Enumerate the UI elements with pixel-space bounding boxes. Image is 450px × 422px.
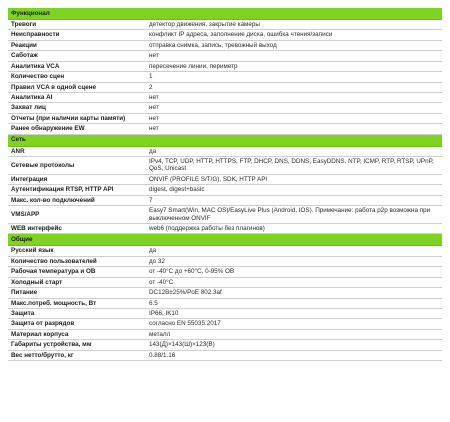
spec-value: 7 <box>146 195 442 205</box>
spec-key: Ранее обнаружение EW <box>8 124 146 134</box>
spec-value: пересечение линии, периметр <box>146 61 442 71</box>
spec-row <box>8 146 442 156</box>
spec-key: Тревоги <box>8 20 146 30</box>
spec-row <box>8 72 442 82</box>
spec-key: Защита от разрядов <box>8 319 146 329</box>
spec-row <box>8 20 442 30</box>
section-header <box>8 134 442 146</box>
spec-key: Холодный старт <box>8 277 146 287</box>
spec-key: Макс. кол-во подключений <box>8 195 146 205</box>
spec-value: конфликт IP адреса, заполнение диска, ошибка чтения/записи <box>146 30 442 40</box>
section-header <box>8 8 442 20</box>
spec-key: Защита <box>8 308 146 318</box>
spec-key: Рабочая температура и ОВ <box>8 267 146 277</box>
spec-row <box>8 113 442 123</box>
spec-value: DC12В±25%/PoE 802.3af <box>146 288 442 298</box>
spec-value: нет <box>146 92 442 102</box>
spec-key: Аутентификация RTSP, HTTP API <box>8 185 146 195</box>
spec-row <box>8 51 442 61</box>
spec-value: 143(Д)×143(Ш)×123(В) <box>146 340 442 350</box>
spec-value: отправка снимка, запись, тревожный выход <box>146 40 442 50</box>
spec-key: ANR <box>8 146 146 156</box>
section-header <box>8 234 442 246</box>
spec-value: металл <box>146 329 442 339</box>
spec-value: нет <box>146 51 442 61</box>
spec-value: web6 (поддержка работы без плагинов) <box>146 224 442 234</box>
spec-key: WEB интерфейс <box>8 224 146 234</box>
spec-value: детектор движения, закрытие камеры <box>146 20 442 30</box>
spec-key: Русский язык <box>8 246 146 256</box>
spec-row <box>8 174 442 184</box>
spec-value: от -40°С <box>146 277 442 287</box>
spec-row <box>8 30 442 40</box>
spec-key: Захват лиц <box>8 103 146 113</box>
spec-value: digest, digest+basic <box>146 185 442 195</box>
spec-key: Вес нетто/брутто, кг <box>8 350 146 360</box>
spec-row <box>8 92 442 102</box>
section-title: Общие <box>8 234 442 246</box>
spec-value: IP66, IK10 <box>146 308 442 318</box>
spec-key: Количество пользователей <box>8 256 146 266</box>
spec-row <box>8 340 442 350</box>
spec-row <box>8 40 442 50</box>
spec-value: ONVIF (PROFILE S/T/G), SDK, HTTP API <box>146 174 442 184</box>
spec-key: Аналитика AI <box>8 92 146 102</box>
spec-value: да <box>146 246 442 256</box>
spec-key: Питание <box>8 288 146 298</box>
spec-row <box>8 124 442 134</box>
spec-sheet <box>8 8 442 361</box>
spec-value: 6.5 <box>146 298 442 308</box>
spec-row <box>8 277 442 287</box>
spec-key: Реакции <box>8 40 146 50</box>
spec-table <box>8 8 442 361</box>
spec-value: нет <box>146 113 442 123</box>
spec-value: до 32 <box>146 256 442 266</box>
spec-row <box>8 185 442 195</box>
spec-row <box>8 195 442 205</box>
spec-value: от -40°С до +60°С, 0-95% ОВ <box>146 267 442 277</box>
spec-table-body <box>8 8 442 361</box>
spec-key: Количество сцен <box>8 72 146 82</box>
spec-row <box>8 350 442 360</box>
spec-key: Материал корпуса <box>8 329 146 339</box>
spec-key: Габариты устройства, мм <box>8 340 146 350</box>
spec-row <box>8 61 442 71</box>
spec-key: Сетевые протоколы <box>8 157 146 175</box>
spec-row <box>8 224 442 234</box>
spec-row <box>8 103 442 113</box>
spec-row <box>8 329 442 339</box>
spec-row <box>8 267 442 277</box>
spec-row <box>8 206 442 224</box>
spec-value: IPv4, TCP, UDP, HTTP, HTTPS, FTP, DHCP, DNS, DDNS, EasyDDNS, NTP, ICMP, RTP, RTSP, UPnP, QoS, Unicast <box>146 157 442 175</box>
section-title: Сеть <box>8 134 442 146</box>
spec-key: Правил VCA в одной сцене <box>8 82 146 92</box>
spec-value: 2 <box>146 82 442 92</box>
spec-row <box>8 308 442 318</box>
spec-key: Макс.потреб. мощность, Вт <box>8 298 146 308</box>
spec-key: Неисправности <box>8 30 146 40</box>
spec-value: 0.88/1.16 <box>146 350 442 360</box>
spec-key: VMS/APP <box>8 206 146 224</box>
spec-row <box>8 298 442 308</box>
spec-value: нет <box>146 103 442 113</box>
spec-row <box>8 246 442 256</box>
spec-row <box>8 157 442 175</box>
spec-value: 1 <box>146 72 442 82</box>
spec-key: Аналитика VCA <box>8 61 146 71</box>
spec-value: нет <box>146 124 442 134</box>
spec-row <box>8 256 442 266</box>
spec-key: Отчеты (при наличии карты памяти) <box>8 113 146 123</box>
spec-key: Интеграция <box>8 174 146 184</box>
spec-row <box>8 319 442 329</box>
spec-value: согласно EN 55035:2017 <box>146 319 442 329</box>
spec-key: Саботаж <box>8 51 146 61</box>
spec-row <box>8 82 442 92</box>
spec-value: да <box>146 146 442 156</box>
spec-value: Easy7 Smart(Win, MAC OS)/EasyLive Plus (Android, IOS). Примечание: работа p2p возможна при выключенном ONVIF <box>146 206 442 224</box>
spec-row <box>8 288 442 298</box>
section-title: Функционал <box>8 8 442 20</box>
